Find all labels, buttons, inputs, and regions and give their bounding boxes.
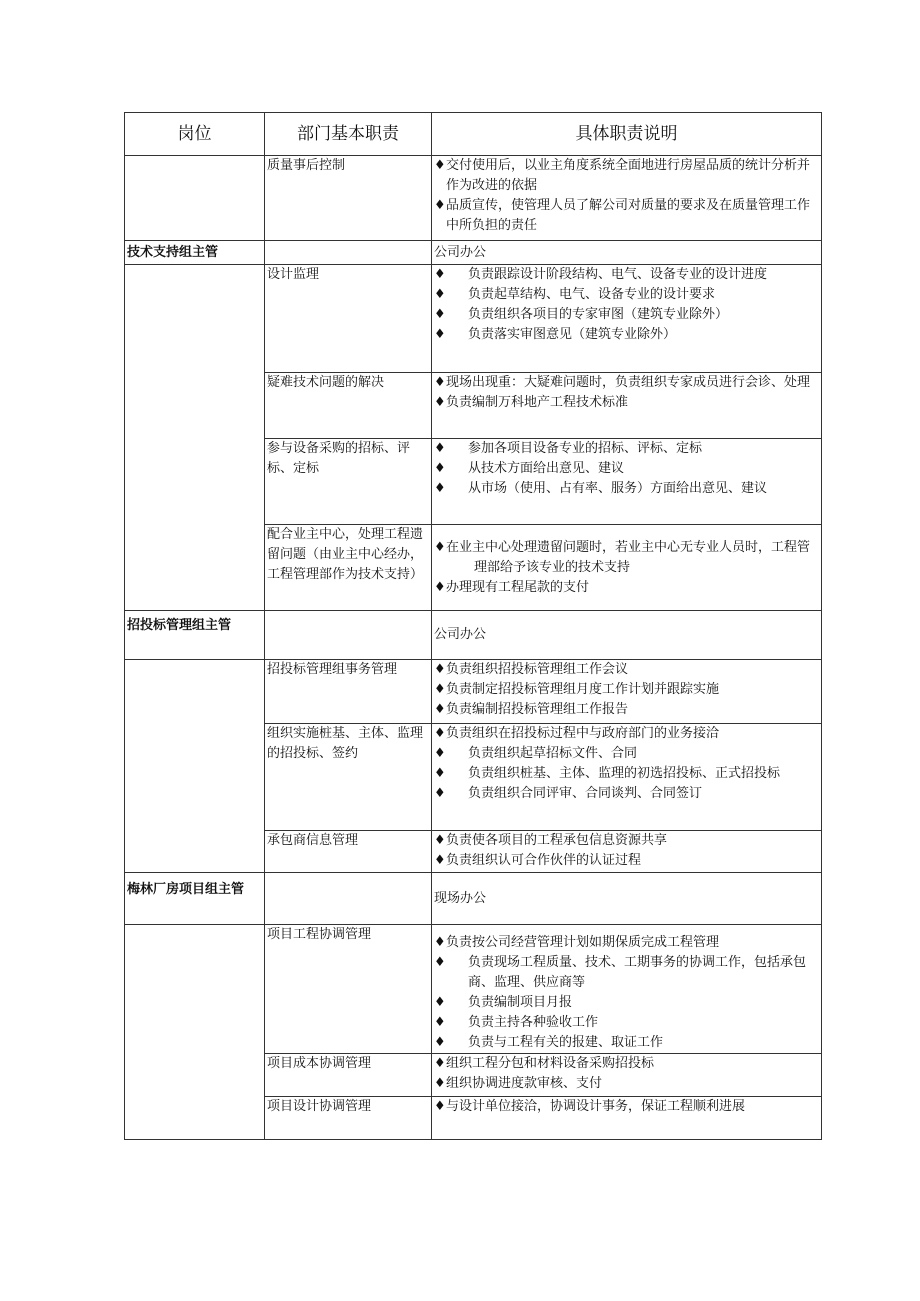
list-item: ♦ 负责落实审图意见（建筑专业除外）	[434, 325, 819, 345]
role-row	[125, 611, 822, 660]
detail-cell	[432, 1097, 822, 1140]
role-title: 技术支持组主管	[125, 241, 265, 265]
detail-cell	[432, 1054, 822, 1097]
office-location: 公司办公	[432, 611, 822, 660]
diamond-bullet-icon: ♦	[434, 539, 446, 555]
role-title: 梅林厂房项目组主管	[125, 873, 265, 925]
dept-duty: 组织实施桩基、主体、监理的招投标、签约	[265, 724, 432, 831]
dept-duty: 设计监理	[265, 265, 432, 373]
diamond-bullet-icon: ♦	[434, 853, 446, 868]
table-row	[125, 156, 822, 241]
diamond-bullet-icon: ♦	[434, 441, 446, 456]
office-location: 公司办公	[432, 241, 822, 265]
diamond-bullet-icon: ♦	[434, 287, 446, 302]
dept-duty: 配合业主中心，处理工程遗留问题（由业主中心经办，工程管理部作为技术支持）	[265, 525, 432, 611]
list-item: ♦组织协调进度款审核、支付	[434, 1074, 819, 1094]
list-item: ♦负责按公司经营管理计划如期保质完成工程管理	[434, 933, 819, 953]
list-item: ♦负责编制万科地产工程技术标准	[434, 393, 819, 413]
list-item: ♦ 负责组织各项目的专家审图（建筑专业除外）	[434, 305, 819, 325]
diamond-bullet-icon: ♦	[434, 267, 446, 282]
detail-cell	[432, 156, 822, 241]
diamond-bullet-icon: ♦	[434, 662, 446, 677]
role-title: 招投标管理组主管	[125, 611, 265, 660]
header-role: 岗位	[125, 113, 265, 156]
diamond-bullet-icon: ♦	[434, 1035, 446, 1050]
diamond-bullet-icon: ♦	[434, 682, 446, 697]
duty-table	[124, 112, 822, 1140]
dept-duty: 项目工程协调管理	[265, 925, 432, 1054]
list-item: ♦交付使用后，以业主角度系统全面地进行房屋品质的统计分析并作为改进的依据	[434, 158, 811, 193]
diamond-bullet-icon: ♦	[434, 833, 446, 848]
list-item: ♦与设计单位接洽，协调设计事务，保证工程顺利进展	[434, 1097, 819, 1117]
table-header-row	[125, 113, 822, 156]
list-item: ♦品质宣传，使管理人员了解公司对质量的要求及在质量管理工作中所负担的责任	[434, 198, 811, 233]
list-item: ♦现场出现重：大疑难问题时，负责组织专家成员进行会诊、处理	[434, 373, 819, 393]
detail-cell	[432, 373, 822, 439]
header-detail: 具体职责说明	[432, 113, 822, 156]
list-item: ♦ 负责组织桩基、主体、监理的初选招投标、正式招投标	[434, 764, 819, 784]
list-item: ♦办理现有工程尾款的支付	[434, 578, 819, 598]
diamond-bullet-icon: ♦	[434, 481, 446, 496]
diamond-bullet-icon: ♦	[434, 395, 446, 410]
header-dept: 部门基本职责	[265, 113, 432, 156]
list-item: ♦ 负责现场工程质量、技术、工期事务的协调工作，包括承包商、监理、供应商等	[434, 955, 807, 990]
list-item: ♦负责组织在招投标过程中与政府部门的业务接洽	[434, 724, 819, 744]
list-item: ♦在业主中心处理遗留问题时，若业主中心无专业人员时，工程管理部给予该专业的技术支持	[434, 539, 811, 575]
dept-duty: 承包商信息管理	[265, 831, 432, 873]
dept-duty: 项目成本协调管理	[265, 1054, 432, 1097]
list-item: ♦负责制定招投标管理组月度工作计划并跟踪实施	[434, 680, 819, 700]
dept-duty: 项目设计协调管理	[265, 1097, 432, 1140]
dept-duty: 质量事后控制	[265, 156, 432, 241]
diamond-bullet-icon: ♦	[434, 307, 446, 322]
role-row	[125, 241, 822, 265]
list-item: ♦负责编制招投标管理组工作报告	[434, 700, 819, 720]
dept-duty: 疑难技术问题的解决	[265, 373, 432, 439]
list-item: ♦ 负责组织合同评审、合同谈判、合同签订	[434, 784, 819, 804]
diamond-bullet-icon: ♦	[434, 198, 446, 213]
diamond-bullet-icon: ♦	[434, 766, 446, 781]
dept-duty: 参与设备采购的招标、评标、定标	[265, 439, 432, 525]
diamond-bullet-icon: ♦	[434, 375, 446, 390]
diamond-bullet-icon: ♦	[434, 955, 446, 970]
diamond-bullet-icon: ♦	[434, 1015, 446, 1030]
detail-cell	[432, 265, 822, 373]
list-item: ♦ 负责组织起草招标文件、合同	[434, 744, 819, 764]
list-item: ♦ 从技术方面给出意见、建议	[434, 459, 819, 479]
list-item: ♦ 负责跟踪设计阶段结构、电气、设备专业的设计进度	[434, 265, 819, 285]
office-location: 现场办公	[432, 873, 822, 925]
list-item: ♦ 负责编制项目月报	[434, 993, 819, 1013]
detail-cell	[432, 660, 822, 724]
diamond-bullet-icon: ♦	[434, 579, 446, 595]
diamond-bullet-icon: ♦	[434, 1076, 446, 1091]
diamond-bullet-icon: ♦	[434, 1099, 446, 1114]
list-item: ♦负责使各项目的工程承包信息资源共享	[434, 831, 819, 851]
list-item: ♦负责组织认可合作伙伴的认证过程	[434, 851, 819, 871]
diamond-bullet-icon: ♦	[434, 1056, 446, 1071]
list-item: ♦ 负责主持各种验收工作	[434, 1013, 819, 1033]
detail-cell	[432, 724, 822, 831]
diamond-bullet-icon: ♦	[434, 702, 446, 717]
detail-cell	[432, 525, 822, 611]
list-item: ♦组织工程分包和材料设备采购招投标	[434, 1054, 819, 1074]
diamond-bullet-icon: ♦	[434, 995, 446, 1010]
detail-cell	[432, 925, 822, 1054]
diamond-bullet-icon: ♦	[434, 935, 446, 950]
diamond-bullet-icon: ♦	[434, 461, 446, 476]
list-item: ♦负责组织招投标管理组工作会议	[434, 660, 819, 680]
diamond-bullet-icon: ♦	[434, 786, 446, 801]
list-item: ♦ 负责与工程有关的报建、取证工作	[434, 1033, 819, 1053]
diamond-bullet-icon: ♦	[434, 746, 446, 761]
list-item: ♦ 参加各项目设备专业的招标、评标、定标	[434, 439, 819, 459]
diamond-bullet-icon: ♦	[434, 158, 446, 173]
dept-duty: 招投标管理组事务管理	[265, 660, 432, 724]
list-item: ♦ 从市场（使用、占有率、服务）方面给出意见、建议	[434, 479, 819, 499]
table-row	[125, 660, 822, 724]
list-item: ♦ 负责起草结构、电气、设备专业的设计要求	[434, 285, 819, 305]
diamond-bullet-icon: ♦	[434, 726, 446, 741]
diamond-bullet-icon: ♦	[434, 327, 446, 342]
table-row	[125, 265, 822, 373]
detail-cell	[432, 831, 822, 873]
table-row	[125, 925, 822, 1054]
detail-cell	[432, 439, 822, 525]
role-row	[125, 873, 822, 925]
